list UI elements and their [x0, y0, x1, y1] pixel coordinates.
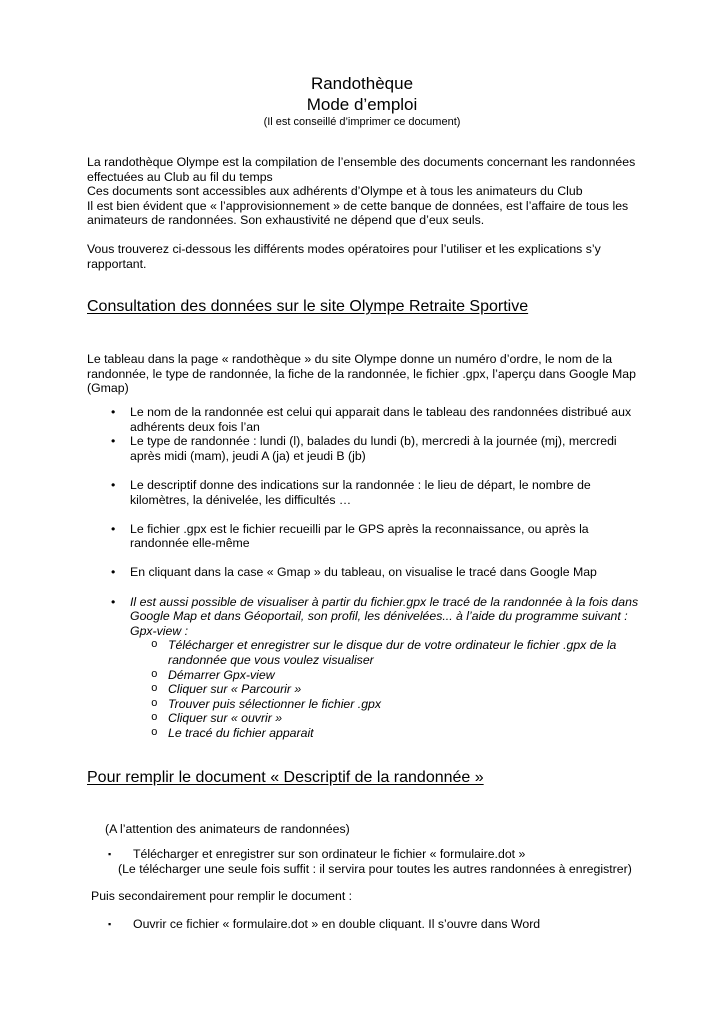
text-line: Le nom de la randonnée est celui qui apparait dans le tableau des randonnées distribué aux	[130, 404, 632, 419]
bullet-item-ouvrir-formulaire	[87, 917, 684, 932]
substep-ouvrir	[87, 711, 684, 726]
text-line: Ouvrir ce fichier « formulaire.dot » en double cliquant. Il s’ouvre dans Word	[133, 916, 541, 931]
text-line: (Gmap)	[87, 381, 129, 396]
text-line: La randothèque Olympe est la compilation de l’ensemble des documents concernant les randonnées	[87, 155, 636, 169]
bullet-item-gmap	[87, 565, 684, 580]
remplir-download-hint: (Le télécharger une seule fois suffit : il servira pour toutes les autres randonnées à enregistrer)	[118, 861, 632, 876]
bullet-disc-icon: •	[111, 434, 116, 449]
bullet-item-gpx-view	[87, 595, 684, 639]
bullet-disc-icon: •	[111, 521, 116, 536]
intro-paragraph-2	[87, 242, 684, 271]
text-line: Le tracé du fichier apparait	[168, 726, 314, 740]
bullet-disc-icon: •	[111, 594, 116, 609]
bullet-square-icon: ▪	[108, 918, 112, 929]
substep-trace-apparait	[87, 726, 684, 741]
substep-selectionner	[87, 697, 684, 712]
doc-title-line1: Randothèque	[310, 74, 414, 93]
bullet-item-fichier-gpx	[87, 522, 684, 551]
bullet-circle-icon: o	[151, 683, 158, 696]
text-line: Télécharger et enregistrer sur son ordinateur le fichier « formulaire.dot »	[133, 847, 526, 862]
consultation-bullet-list	[87, 405, 684, 741]
heading-consultation: Consultation des données sur le site Olympe Retraite Sportive	[87, 298, 529, 316]
bullet-item-nom	[87, 405, 684, 434]
text-line: rapportant.	[87, 256, 147, 271]
text-line: Le descriptif donne des indications sur la randonnée : le lieu de départ, le nombre de	[130, 477, 591, 492]
text-line: Le type de randonnée : lundi (l), balades du lundi (b), mercredi à la journée (mj), mercredi	[130, 434, 617, 449]
text-line: Gpx-view :	[130, 623, 189, 638]
text-line: Ces documents sont accessibles aux adhérents d’Olympe et à tous les animateurs du Club	[87, 184, 583, 199]
bullet-disc-icon: •	[111, 565, 116, 580]
text-line: animateurs de randonnées. Son exhaustivité ne dépend que d’eux seuls.	[87, 213, 485, 228]
bullet-item-descriptif	[87, 478, 684, 507]
bullet-circle-icon: o	[151, 727, 158, 739]
consultation-lead-paragraph	[87, 352, 684, 396]
heading-remplir: Pour remplir le document « Descriptif de la randonnée »	[87, 768, 484, 786]
substep-demarrer	[87, 668, 684, 683]
intro-paragraph-1	[87, 155, 684, 228]
bullet-item-telecharger-formulaire	[87, 847, 684, 862]
text-line: après midi (mam), jeudi A (ja) et jeudi B (jb)	[130, 448, 366, 463]
text-line: Démarrer Gpx-view	[168, 667, 275, 682]
text-line: Google Map et dans Géoportail, son profil, les dénivelées... à l’aide du programme suivant :	[130, 609, 628, 624]
bullet-square-icon: ▪	[108, 849, 112, 860]
doc-title-line2: Mode d’emploi	[306, 95, 418, 114]
text-line: Le tableau dans la page « randothèque » du site Olympe donne un numéro d’ordre, le nom de la	[87, 352, 613, 367]
remplir-then-text: Puis secondairement pour remplir le document :	[91, 889, 353, 904]
bullet-circle-icon: o	[151, 712, 158, 725]
text-line: adhérents deux fois l’an	[130, 419, 260, 434]
substep-parcourir	[87, 682, 684, 697]
text-line: Trouver puis sélectionner le fichier .gpx	[168, 696, 382, 711]
text-line: randonnée, le type de randonnée, la fiche de la randonnée, le fichier .gpx, l’aperçu dans Google Map	[87, 366, 636, 381]
text-line: randonnée elle-même	[130, 536, 250, 551]
bullet-circle-icon: o	[151, 668, 158, 681]
text-line: Vous trouverez ci-dessous les différents modes opératoires pour l’utiliser et les explications s’y	[87, 241, 601, 256]
remplir-note: (A l’attention des animateurs de randonnées)	[105, 821, 350, 836]
text-line: Le fichier .gpx est le fichier recueilli par le GPS après la reconnaissance, ou après la	[130, 521, 589, 536]
text-line: Télécharger et enregistrer sur le disque dur de votre ordinateur le fichier .gpx de la	[168, 638, 617, 653]
bullet-disc-icon: •	[111, 404, 116, 419]
bullet-item-type	[87, 434, 684, 463]
doc-subtitle: (Il est conseillé d’imprimer ce document)	[263, 116, 461, 128]
bullet-circle-icon: o	[151, 697, 158, 710]
text-line: Cliquer sur « ouvrir »	[168, 711, 283, 726]
bullet-disc-icon: •	[111, 477, 116, 492]
substep-telecharger-gpx	[87, 638, 684, 667]
text-line: En cliquant dans la case « Gmap » du tableau, on visualise le tracé dans Google Map	[130, 565, 597, 580]
bullet-circle-icon: o	[151, 639, 158, 652]
text-line: kilomètres, la dénivelée, les difficultés …	[130, 492, 352, 507]
text-line: Il est aussi possible de visualiser à partir du fichier.gpx le tracé de la randonnée à la fois dans	[130, 594, 639, 609]
text-line: Cliquer sur « Parcourir »	[168, 682, 302, 697]
text-line: Il est bien évident que « l’approvisionnement » de cette banque de données, est l’affaire de tous les	[87, 198, 629, 213]
text-line: randonnée que vous voulez visualiser	[168, 653, 374, 668]
text-line: effectuées au Club au fil du temps	[87, 169, 273, 184]
